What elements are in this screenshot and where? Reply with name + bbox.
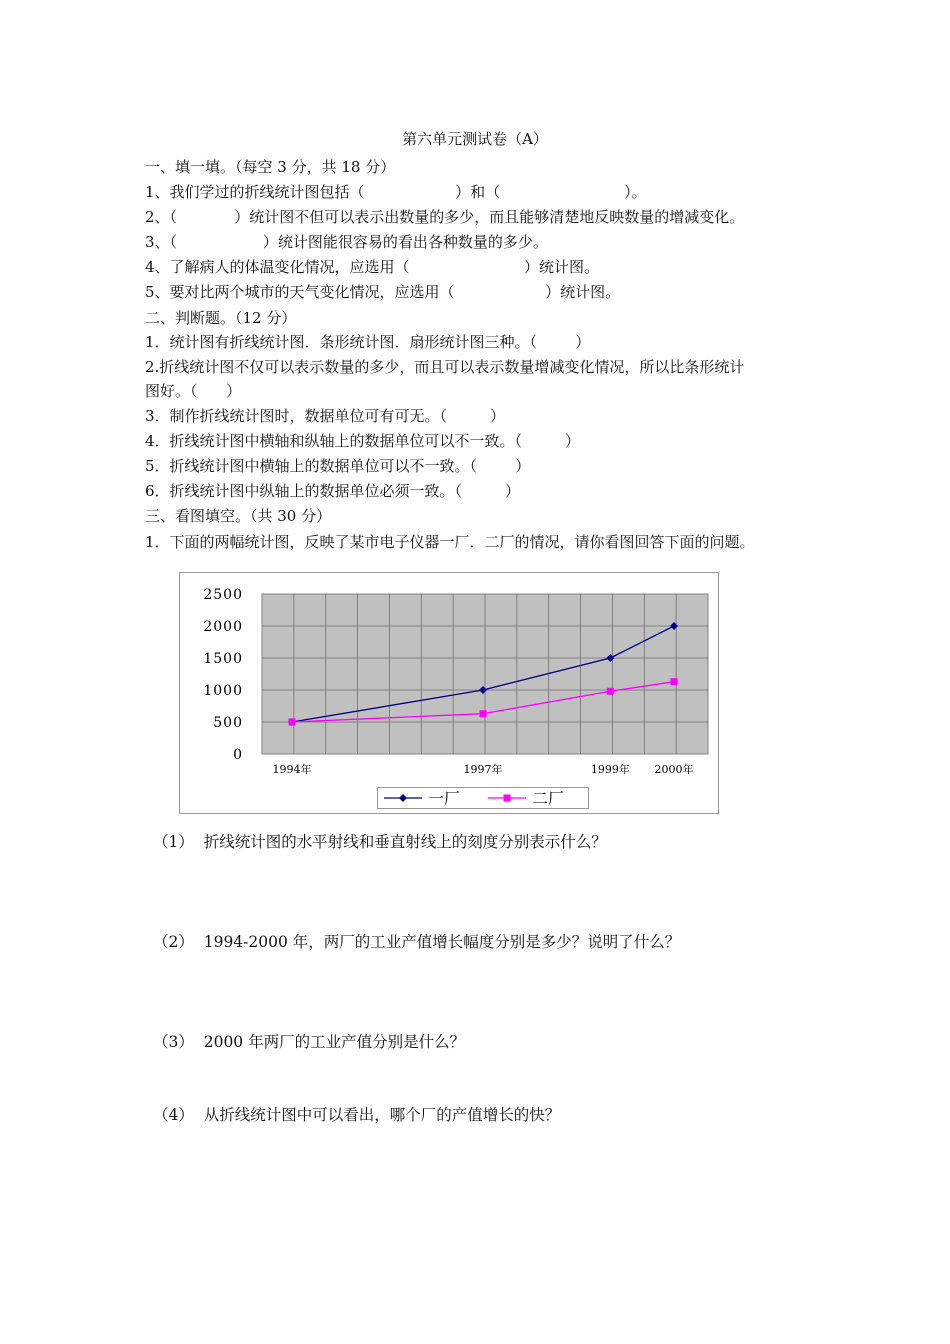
text-line: 5．折线统计图中横轴上的数据单位可以不一致。（ ） [145,457,531,475]
x-tick-label: 1994年 [272,763,312,776]
legend-marker [504,795,511,802]
text-line: 三、看图填空。（共 30 分） [145,507,332,525]
text-line: 一、填一填。（每空 3 分，共 18 分） [145,158,396,176]
text-line: 1．统计图有折线统计图．条形统计图．扇形统计图三种。（ ） [145,333,591,351]
page-title: 第六单元测试卷（A） [402,130,548,148]
text-line: 2.折线统计图不仅可以表示数量的多少，而且可以表示数量增减变化情况，所以比条形统计 [145,358,745,376]
x-tick-label: 1997年 [463,763,503,776]
text-line: 3．制作折线统计图时，数据单位可有可无。（ ） [145,407,505,425]
y-tick-label: 0 [233,747,243,763]
question-4: （4） 从折线统计图中可以看出，哪个厂的产值增长的快？ [153,1106,561,1124]
y-tick-label: 1500 [203,651,243,667]
chart-legend [377,787,589,809]
legend-marker [399,794,407,802]
text-line: 1．下面的两幅统计图，反映了某市电子仪器一厂．二厂的情况，请你看图回答下面的问题。 [145,533,755,551]
text-line: 图好。（ ） [145,382,242,400]
text-line: 4、了解病人的体温变化情况，应选用（ ）统计图。 [145,258,599,276]
data-point [289,719,296,726]
question-1: （1） 折线统计图的水平射线和垂直射线上的刻度分别表示什么？ [153,833,607,851]
legend-svg [378,788,588,808]
y-tick-label: 500 [213,715,243,731]
y-tick-label: 2500 [203,587,243,603]
question-2: （2） 1994-2000 年，两厂的工业产值增长幅度分别是多少？说明了什么？ [153,933,681,951]
text-line: 5、要对比两个城市的天气变化情况，应选用（ ）统计图。 [145,283,621,301]
question-3: （3） 2000 年两厂的工业产值分别是什么？ [153,1033,466,1051]
text-line: 6．折线统计图中纵轴上的数据单位必须一致。（ ） [145,482,520,500]
line-chart [179,572,719,814]
text-line: 2、（ ）统计图不但可以表示出数量的多少，而且能够清楚地反映数量的增减变化。 [145,208,745,226]
y-tick-label: 1000 [203,683,243,699]
data-point [480,710,487,717]
text-line: 二、判断题。（12 分） [145,309,297,327]
y-tick-label: 2000 [203,619,243,635]
legend-label: 一厂 [428,789,461,808]
x-tick-label: 1999年 [590,763,630,776]
data-point [607,688,614,695]
legend-label: 二厂 [532,789,565,808]
x-tick-label: 2000年 [654,763,694,776]
text-line: 4．折线统计图中横轴和纵轴上的数据单位可以不一致。（ ） [145,432,580,450]
data-point [671,678,678,685]
chart-svg [180,573,718,813]
text-line: 1、我们学过的折线统计图包括（ ）和（ ）。 [145,183,647,201]
text-line: 3、（ ）统计图能很容易的看出各种数量的多少。 [145,233,548,251]
